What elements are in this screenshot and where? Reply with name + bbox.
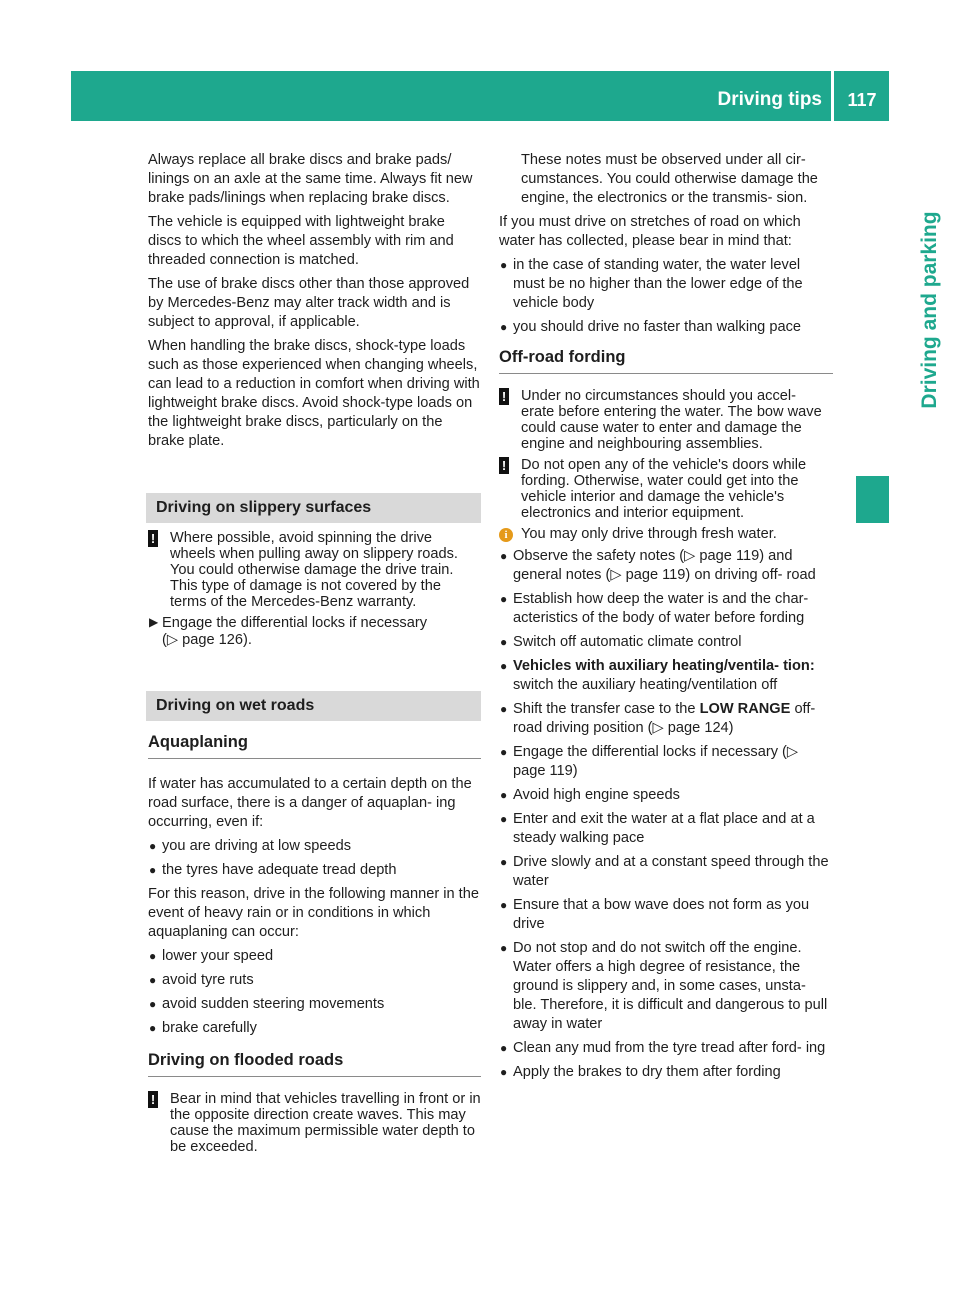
warning-icon: ! bbox=[148, 530, 158, 547]
list-item: ● Apply the brakes to dry them after fording bbox=[500, 1064, 781, 1080]
bullet-icon: ● bbox=[500, 635, 508, 649]
bullet-icon: ● bbox=[500, 592, 508, 606]
warning-icon: ! bbox=[499, 457, 509, 474]
paragraph: When handling the brake discs, shock-type loads such as those experienced when changing wheels, can lead to a reduction in comfort when driving with lightweight brake discs. Avoid shock-type loads on the lightweight brake discs, particularly on the brake plate. bbox=[148, 338, 480, 449]
warning-icon: ! bbox=[148, 1091, 158, 1108]
paragraph: If water has accumulated to a certain depth on the road surface, there is a danger of aquaplan- ing occurring, even if: bbox=[148, 776, 472, 830]
bullet-icon: ● bbox=[500, 941, 508, 955]
bullet-icon: ● bbox=[500, 788, 508, 802]
list-item: ● Vehicles with auxiliary heating/ventila- tion: switch the auxiliary heating/ventilation off bbox=[500, 658, 815, 693]
bullet-icon: ● bbox=[500, 898, 508, 912]
bullet-icon: ● bbox=[500, 1041, 508, 1055]
left-column bbox=[148, 151, 481, 1155]
list-item: ● lower your speed bbox=[149, 948, 274, 964]
bullet-icon: ● bbox=[149, 997, 157, 1011]
list-item: ● Engage the differential locks if necessary (▷ page 119) bbox=[500, 744, 799, 779]
page-number: 117 bbox=[847, 90, 877, 110]
warning-text: Under no circumstances should you accel- erate before entering the water. The bow wave could cause water to enter and damage the engine and neighbouring assemblies. bbox=[521, 388, 822, 452]
section-heading: Driving on slippery surfaces bbox=[146, 493, 481, 523]
bullet-icon: ● bbox=[500, 320, 508, 334]
list-item: ● Establish how deep the water is and the char- acteristics of the body of water before fording bbox=[500, 591, 809, 626]
emphasis: Vehicles with auxiliary heating/ventila- tion: bbox=[513, 658, 815, 674]
list-item: ● avoid sudden steering movements bbox=[149, 996, 385, 1012]
bullet-icon: ● bbox=[500, 549, 508, 563]
bullet-icon: ● bbox=[500, 659, 508, 673]
chapter-tab bbox=[840, 180, 960, 440]
list-item: ● Ensure that a bow wave does not form as you drive bbox=[500, 897, 810, 932]
info-note bbox=[499, 526, 833, 542]
list-item: ● you are driving at low speeds bbox=[149, 838, 352, 854]
warning-icon: ! bbox=[499, 388, 509, 405]
warning-text: Do not open any of the vehicle's doors while fording. Otherwise, water could get into the vehicle interior and damage the vehicle's electronics and interior equipment. bbox=[521, 457, 807, 521]
info-text: You may only drive through fresh water. bbox=[521, 526, 777, 542]
page-ref[interactable]: (▷ page 126). bbox=[162, 632, 252, 648]
paragraph: If you must drive on stretches of road on which water has collected, please bear in mind that: bbox=[499, 214, 801, 249]
list-item: ● Drive slowly and at a constant speed through the water bbox=[500, 854, 829, 889]
subsection-heading: Off-road fording bbox=[499, 348, 833, 374]
bullet-icon: ● bbox=[500, 812, 508, 826]
bullet-icon: ● bbox=[500, 745, 508, 759]
instruction-step bbox=[148, 615, 481, 648]
bullet-icon: ● bbox=[500, 855, 508, 869]
emphasis: LOW RANGE bbox=[699, 701, 791, 717]
warning-text: Where possible, avoid spinning the drive wheels when pulling away on slippery roads. You could otherwise damage the drive train. This type of damage is not covered by the terms of the Mercedes-Benz warranty. bbox=[170, 530, 458, 610]
paragraph: The vehicle is equipped with lightweight brake discs to which the wheel assembly with rim and threaded connection is matched. bbox=[148, 214, 454, 268]
subsection-heading: Aquaplaning bbox=[148, 733, 481, 759]
list-item: ● the tyres have adequate tread depth bbox=[149, 862, 397, 878]
list-item: ● Do not stop and do not switch off the engine. Water offers a high degree of resistance, the ground is slippery and, in some cases, unsta- ble. Therefore, it is difficult and dangerous to pull away in water bbox=[500, 940, 828, 1032]
subsection-heading: Driving on flooded roads bbox=[148, 1051, 481, 1077]
section-heading: Driving on wet roads bbox=[146, 691, 481, 721]
bullet-icon: ● bbox=[149, 1021, 157, 1035]
step-text: Engage the differential locks if necessary bbox=[162, 615, 428, 631]
warning-note bbox=[499, 457, 833, 521]
bullet-icon: ● bbox=[500, 258, 508, 272]
chapter-tab-label: Driving and parking bbox=[918, 211, 941, 409]
list-item: ● avoid tyre ruts bbox=[149, 972, 254, 988]
warning-note bbox=[148, 1091, 481, 1155]
step-arrow-icon: ▶ bbox=[149, 615, 159, 629]
list-item: ● Observe the safety notes (▷ page 119) and general notes (▷ page 119) on driving off- road bbox=[500, 548, 816, 583]
paragraph: Always replace all brake discs and brake pads/ linings on an axle at the same time. Always fit new brake pads/linings when replacing brake discs. bbox=[148, 152, 473, 206]
warning-note bbox=[148, 530, 481, 610]
paragraph: These notes must be observed under all cir- cumstances. You could otherwise damage the engine, the electronics or the transmis- sion. bbox=[521, 152, 818, 206]
list-item: ● Enter and exit the water at a flat place and at a steady walking pace bbox=[500, 811, 815, 846]
bullet-icon: ● bbox=[149, 839, 157, 853]
list-item: ● in the case of standing water, the water level must be no higher than the lower edge of the vehicle body bbox=[500, 257, 803, 311]
list-item: ● Avoid high engine speeds bbox=[500, 787, 680, 803]
bullet-icon: ● bbox=[149, 973, 157, 987]
bullet-icon: ● bbox=[500, 1065, 508, 1079]
chapter-marker bbox=[856, 476, 889, 523]
bullet-icon: ● bbox=[149, 949, 157, 963]
bullet-icon: ● bbox=[149, 863, 157, 877]
list-item: ● you should drive no faster than walking pace bbox=[500, 319, 801, 335]
header-divider bbox=[831, 71, 834, 121]
right-column bbox=[499, 151, 833, 1087]
warning-note bbox=[499, 388, 833, 452]
list-item: ● Shift the transfer case to the LOW RANGE off-road driving position (▷ page 124) bbox=[500, 701, 816, 736]
list-item: ● brake carefully bbox=[149, 1020, 257, 1036]
info-icon: i bbox=[499, 528, 513, 542]
paragraph: For this reason, drive in the following manner in the event of heavy rain or in conditions in which aquaplaning can occur: bbox=[148, 886, 479, 940]
warning-text: Bear in mind that vehicles travelling in front or in the opposite direction create waves. This may cause the maximum permissible water depth to be exceeded. bbox=[170, 1091, 481, 1155]
list-item: ● Switch off automatic climate control bbox=[500, 634, 742, 650]
paragraph: The use of brake discs other than those approved by Mercedes-Benz may alter track width and is subject to approval, if applicable. bbox=[148, 276, 470, 330]
page-section-title: Driving tips bbox=[717, 89, 822, 110]
bullet-icon: ● bbox=[500, 702, 508, 716]
list-item: ● Clean any mud from the tyre tread after ford- ing bbox=[500, 1040, 826, 1056]
